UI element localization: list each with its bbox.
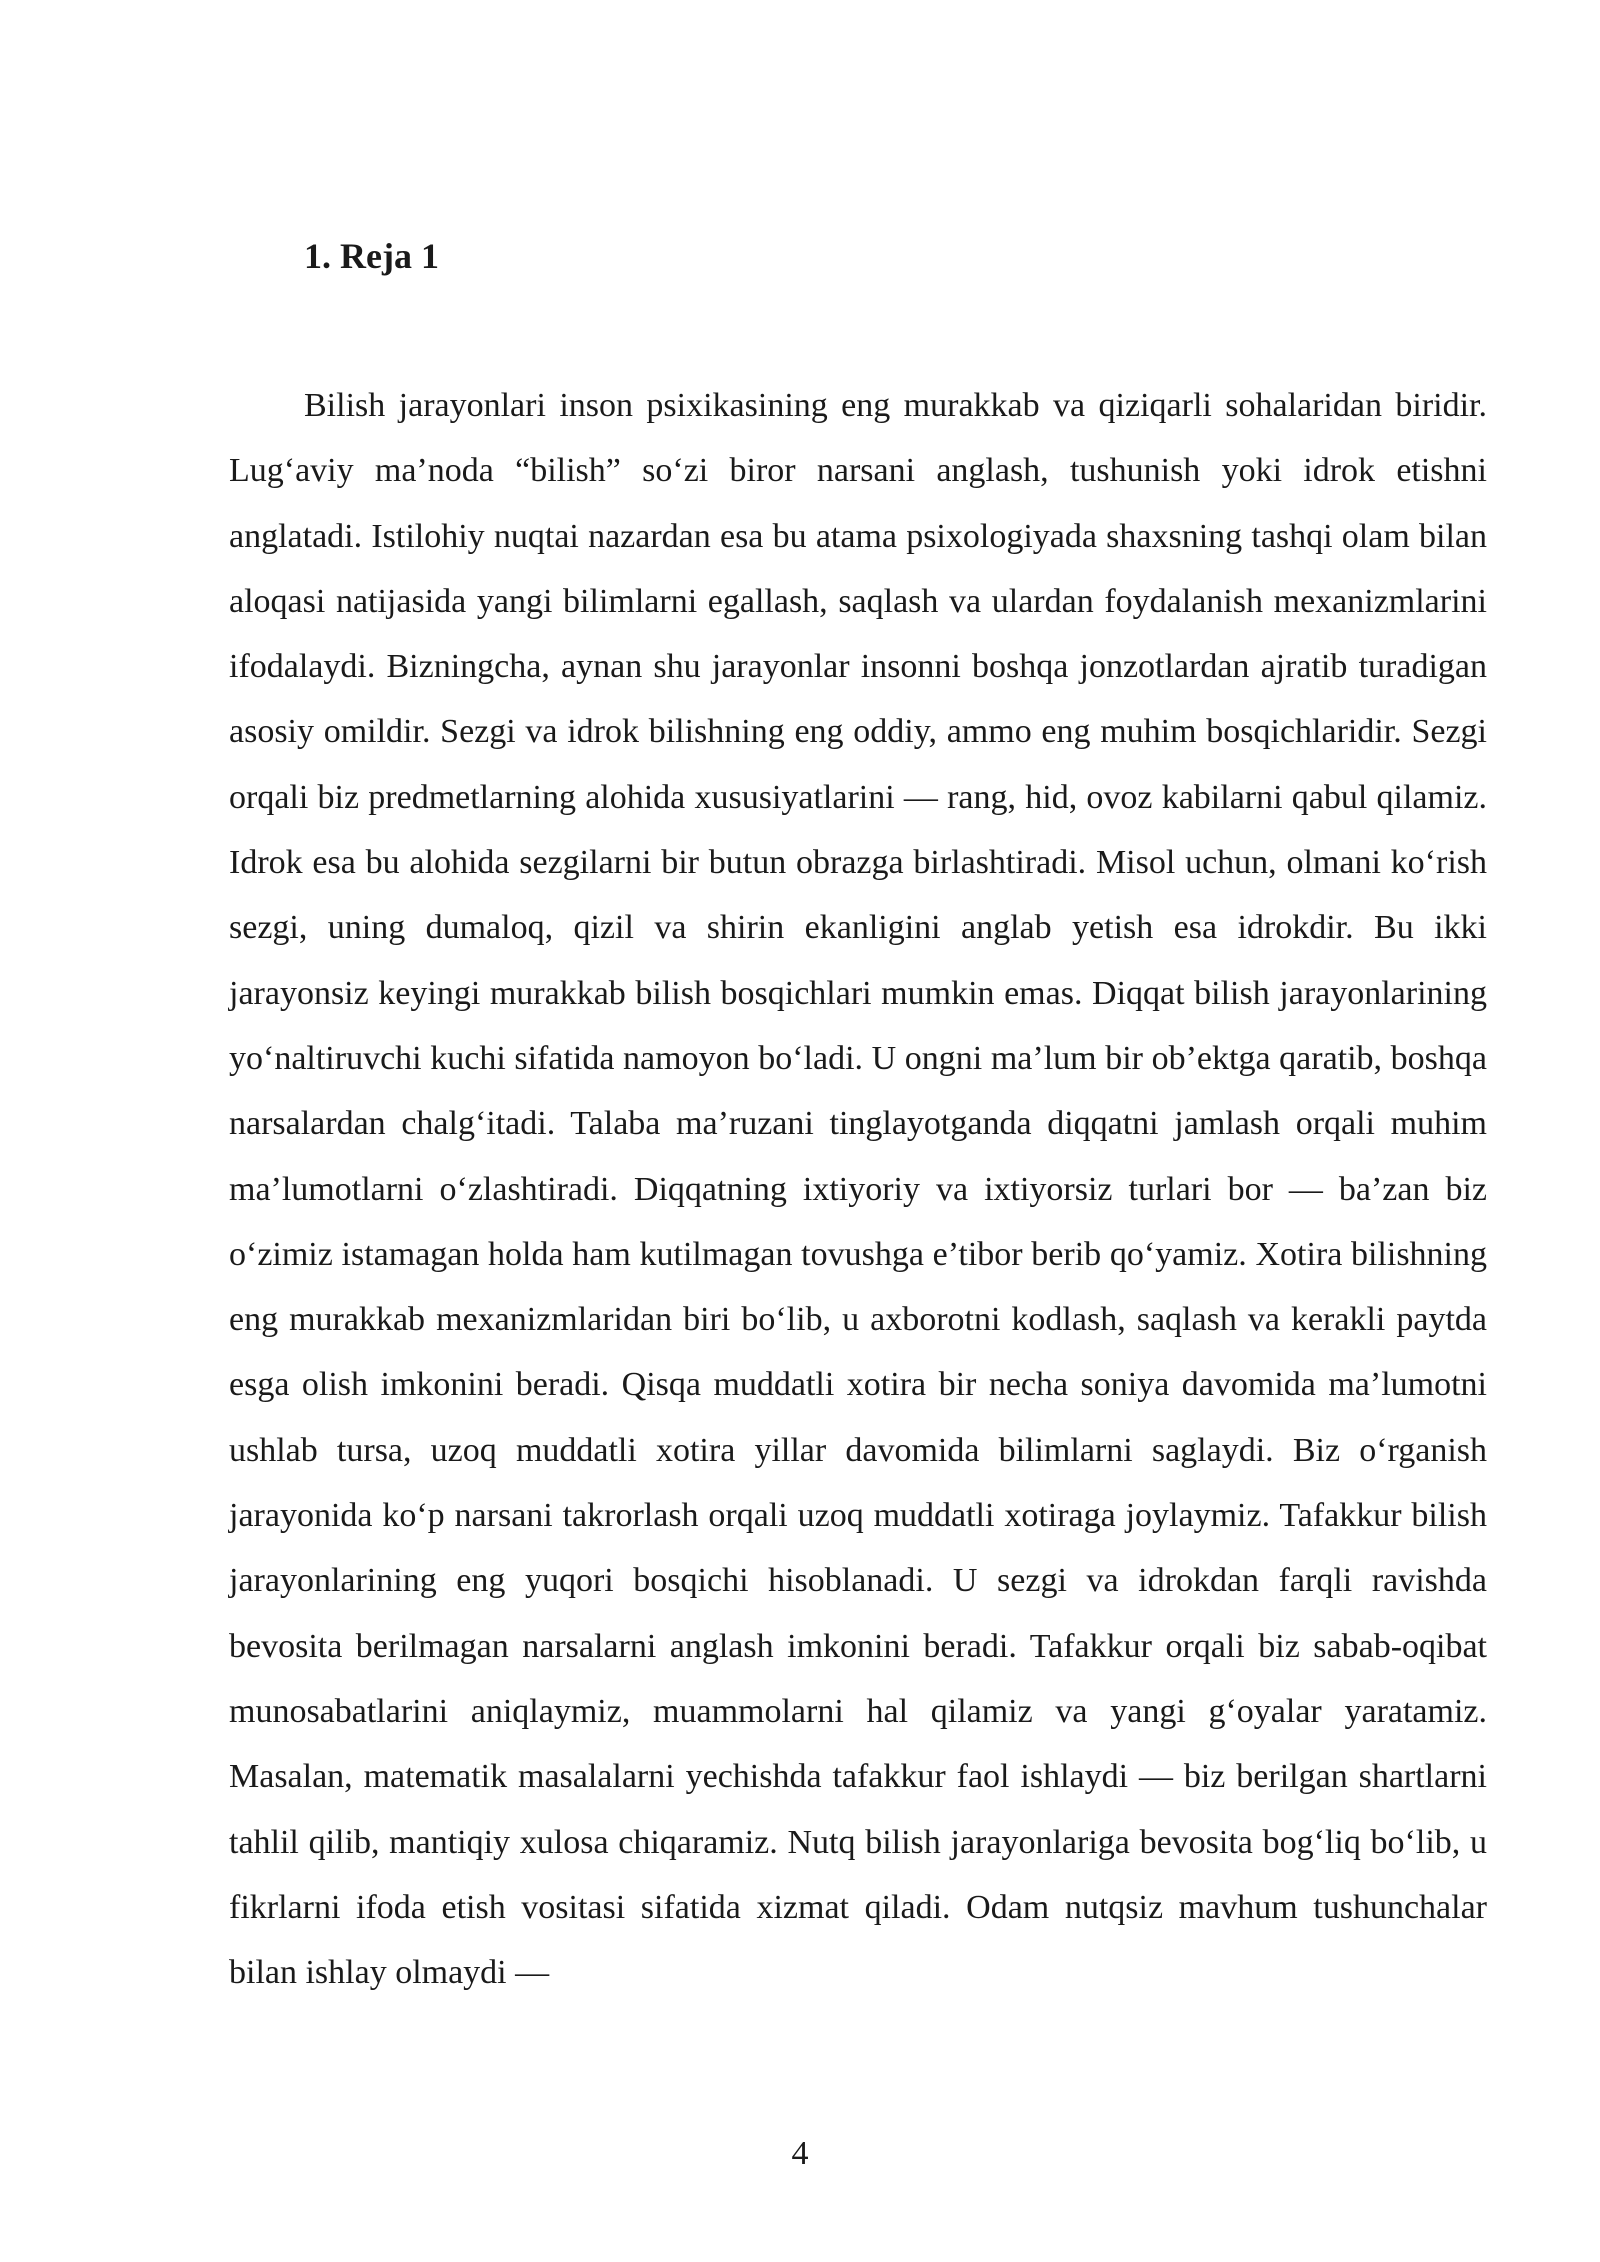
body-paragraph: Bilish jarayonlari inson psixikasining eng murakkab va qiziqarli sohalaridan biridir. Lug‘aviy ma’noda “bilish” so‘zi biror narsani anglash, tushunish yoki idrok etishni anglatadi. Istilohiy nuqtai nazardan esa bu atama psixologiyada shaxsning tashqi olam bilan aloqasi natijasida yangi bilimlarni egallash, saqlash va ulardan foydalanish mexanizmlarini ifodalaydi. Bizningcha, aynan shu jarayonlar insonni boshqa jonzotlardan ajratib turadigan asosiy omildir. Sezgi va idrok bilishning eng oddiy, ammo eng muhim bosqichlaridir. Sezgi orqali biz predmetlarning alohida xususiyatlarini — rang, hid, ovoz kabilarni qabul qilamiz. Idrok esa bu alohida sezgilarni bir butun obrazga birlashtiradi. Misol uchun, olmani ko‘rish sezgi, uning dumaloq, qizil va shirin ekanligini anglab yetish esa idrokdir. Bu ikki jarayonsiz keyingi murakkab bilish bosqichlari mumkin emas. Diqqat bilish jarayonlarining yo‘naltiruvchi kuchi sifatida namoyon bo‘ladi. U ongni ma’lum bir ob’ektga qaratib, boshqa narsalardan chalg‘itadi. Talaba ma’ruzani tinglayotganda diqqatni jamlash orqali muhim ma’lumotlarni o‘zlashtiradi. Diqqatning ixtiyoriy va ixtiyorsiz turlari bor — ba’zan biz o‘zimiz istamagan holda ham kutilmagan tovushga e’tibor berib qo‘yamiz. Xotira bilishning eng murakkab mexanizmlaridan biri bo‘lib, u axborotni kodlash, saqlash va kerakli paytda esga olish imkonini beradi. Qisqa muddatli xotira bir necha soniya davomida ma’lumotni ushlab tursa, uzoq muddatli xotira yillar davomida bilimlarni saglaydi. Biz o‘rganish jarayonida ko‘p narsani takrorlash orqali uzoq muddatli xotiraga joylaymiz. Tafakkur bilish jarayonlarining eng yuqori bosqichi hisoblanadi. U sezgi va idrokdan farqli ravishda bevosita berilmagan narsalarni anglash imkonini beradi. Tafakkur orqali biz sabab-oqibat munosabatlarini aniqlaymiz, muammolarni hal qilamiz va yangi g‘oyalar yaratamiz. Masalan, matematik masalalarni yechishda tafakkur faol ishlaydi — biz berilgan shartlarni tahlil qilib, mantiqiy xulosa chiqaramiz. Nutq bilish jarayonlariga bevosita bog‘liq bo‘lib, u fikrlarni ifoda etish vositasi sifatida xizmat qiladi. Odam nutqsiz mavhum tushunchalar bilan ishlay olmaydi — — [229, 387, 1487, 1992]
section-heading: 1. Reja 1 — [304, 236, 439, 276]
page-number: 4 — [791, 2135, 809, 2172]
